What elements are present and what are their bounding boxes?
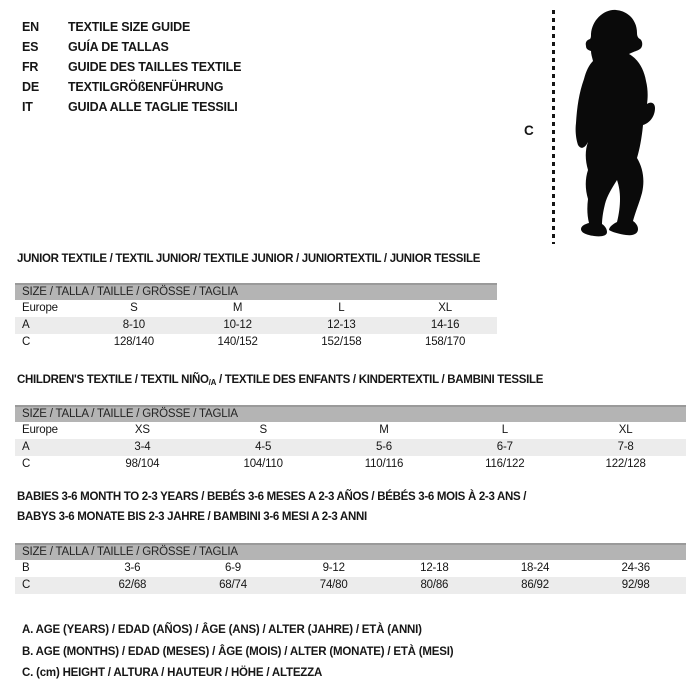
table-title	[17, 373, 543, 390]
height-value: 86/92	[521, 579, 549, 591]
age-value: 10-12	[223, 319, 252, 331]
height-value: 92/98	[621, 579, 650, 591]
age-value: 14-16	[430, 319, 460, 331]
age-value: 9-12	[322, 562, 345, 574]
language-row-fr	[22, 57, 241, 77]
height-value: 98/104	[125, 458, 160, 470]
babies-textile-table	[15, 490, 686, 595]
height-value: 80/86	[420, 579, 449, 591]
age-value: 12-13	[327, 319, 356, 331]
height-value: 152/158	[321, 336, 362, 348]
language-row-it	[22, 97, 241, 117]
title-text: CHILDREN'S TEXTILE / TEXTIL NIÑO	[17, 374, 209, 386]
table-row-europe	[15, 300, 497, 317]
row-label: C	[22, 458, 31, 470]
height-value: 122/128	[605, 458, 646, 470]
age-value: 3-6	[124, 562, 141, 574]
age-value: 6-9	[224, 562, 242, 574]
title-text: / TEXTILE DES ENFANTS / KINDERTEXTIL / BAMBINI TESSILE	[216, 374, 544, 386]
table-row-height-cm	[15, 577, 686, 594]
size-value: S	[130, 302, 138, 314]
height-value: 68/74	[219, 579, 247, 591]
size-value: S	[259, 424, 267, 436]
junior-textile-table	[15, 252, 497, 352]
size-value: XL	[618, 424, 633, 436]
size-value: L	[338, 302, 345, 314]
row-label: Europe	[22, 424, 58, 436]
language-title: GUIDA ALLE TAGLIE TESSILI	[68, 100, 238, 114]
height-value: 158/170	[425, 336, 466, 348]
footnote-b: B. AGE (MONTHS) / EDAD (MESES) / ÂGE (MOIS) / ALTER (MONATE) / ETÀ (MESI)	[22, 645, 454, 658]
height-value: 116/122	[485, 458, 525, 470]
age-value: 18-24	[520, 562, 550, 574]
table-title-line1: BABIES 3-6 MONTH TO 2-3 YEARS / BEBÉS 3-6 MESES A 2-3 AÑOS / BÉBÉS 3-6 MOIS À 2-3 ANS /	[17, 491, 527, 503]
table-title: JUNIOR TEXTILE / TEXTIL JUNIOR/ TEXTILE JUNIOR / JUNIORTEXTIL / JUNIOR TESSILE	[17, 253, 481, 265]
height-value: 110/116	[364, 458, 404, 470]
size-value: XS	[134, 424, 150, 436]
height-value: 104/110	[243, 458, 283, 470]
table-row-age-years	[15, 439, 686, 456]
height-value: 128/140	[113, 336, 154, 348]
age-value: 12-18	[420, 562, 449, 574]
language-title: TEXTILGRÖßENFÜHRUNG	[68, 80, 224, 94]
childrens-textile-table	[15, 373, 686, 474]
table-row-age-months	[15, 560, 686, 577]
size-value: M	[232, 302, 243, 314]
age-value: 4-5	[255, 441, 272, 453]
language-code: DE	[22, 80, 39, 94]
legend-footnotes	[22, 620, 453, 685]
footnote-c: C. (cm) HEIGHT / ALTURA / HAUTEUR / HÖHE / ALTEZZA	[22, 667, 323, 679]
row-label: C	[22, 336, 31, 348]
toddler-silhouette-icon	[562, 8, 662, 244]
row-label: A	[22, 319, 30, 331]
size-header-bar: SIZE / TALLA / TAILLE / GRÖSSE / TAGLIA	[15, 543, 686, 560]
language-code: FR	[22, 60, 39, 74]
language-title: GUIDE DES TAILLES TEXTILE	[68, 60, 242, 74]
size-value: M	[379, 424, 389, 436]
table-row-age-years	[15, 317, 497, 334]
age-value: 3-4	[134, 441, 151, 453]
size-value: XL	[438, 302, 452, 314]
age-value: 5-6	[375, 441, 392, 453]
height-figure	[515, 6, 690, 252]
row-label: A	[22, 441, 30, 453]
language-code: EN	[22, 20, 39, 34]
height-value: 62/68	[118, 579, 147, 591]
language-title-list	[22, 17, 241, 117]
language-code: IT	[22, 100, 33, 114]
table-row-europe	[15, 422, 686, 439]
height-marker-label: C	[524, 123, 534, 138]
table-row-height-cm	[15, 334, 497, 351]
height-value: 140/152	[217, 336, 258, 348]
language-code: ES	[22, 40, 39, 54]
row-label: C	[22, 579, 31, 591]
table-row-height-cm	[15, 456, 686, 473]
table-title-line2: BABYS 3-6 MONATE BIS 2-3 JAHRE / BAMBINI 3-6 MESI A 2-3 ANNI	[17, 511, 367, 523]
language-title: TEXTILE SIZE GUIDE	[68, 20, 191, 34]
height-value: 74/80	[319, 579, 348, 591]
language-row-en	[22, 17, 241, 37]
size-header-bar: SIZE / TALLA / TAILLE / GRÖSSE / TAGLIA	[15, 283, 497, 300]
age-value: 8-10	[122, 319, 145, 331]
row-label: B	[22, 562, 30, 574]
row-label: Europe	[22, 302, 58, 314]
age-value: 7-8	[617, 441, 634, 453]
title-subscript: /A	[208, 378, 217, 387]
language-title: GUÍA DE TALLAS	[68, 40, 169, 54]
size-header-bar: SIZE / TALLA / TAILLE / GRÖSSE / TAGLIA	[15, 405, 686, 422]
age-value: 24-36	[621, 562, 650, 574]
language-row-de	[22, 77, 241, 97]
footnote-a: A. AGE (YEARS) / EDAD (AÑOS) / ÂGE (ANS) / ALTER (JAHRE) / ETÀ (ANNI)	[22, 624, 422, 636]
language-row-es	[22, 37, 241, 57]
size-value: L	[501, 424, 508, 436]
age-value: 6-7	[496, 441, 513, 453]
height-measure-dashed-line	[552, 10, 555, 244]
